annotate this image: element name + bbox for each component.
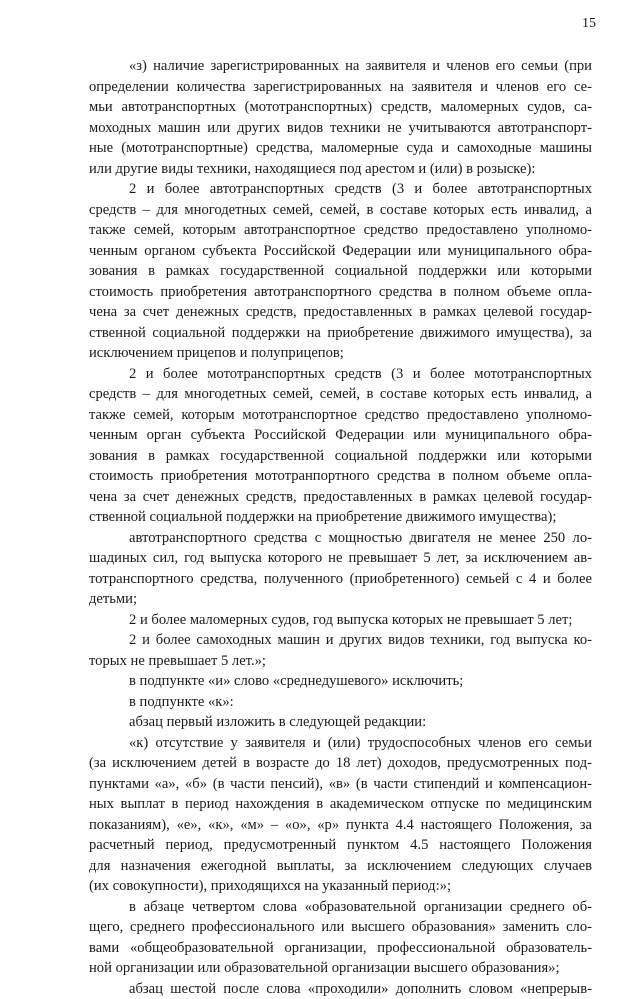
text-line: исключением прицепов и полуприцепов; (89, 343, 592, 364)
text-line: 2 и более самоходных машин и других видов техники, год выпуска ко- (89, 630, 592, 651)
text-line: ной организации или образовательной организации высшего образования»; (89, 958, 592, 979)
text-line: показаниям), «е», «к», «м» – «о», «р» пункта 4.4 настоящего Положения, за (89, 815, 592, 836)
text-line: определении количества зарегистрированных на заявителя и членов его се- (89, 77, 592, 98)
text-line: 2 и более автотранспортных средств (3 и более автотранспортных (89, 179, 592, 200)
text-line: стоимость приобретения автотранспортного средства в полном объеме опла- (89, 282, 592, 303)
text-line: для назначения ежегодной выплаты, за исключением следующих случаев (89, 856, 592, 877)
text-line: зования в рамках государственной социальной поддержки или которыми (89, 446, 592, 467)
text-line: в абзаце четвертом слова «образовательной организации среднего об- (89, 897, 592, 918)
text-line: шадиных сил, год выпуска которого не превышает 5 лет, за исключением ав- (89, 548, 592, 569)
text-line: мьи автотранспортных (мототранспортных) средств, маломерных судов, са- (89, 97, 592, 118)
text-line: моходных машин или других видов техники не учитываются автотранспорт- (89, 118, 592, 139)
body-text (89, 56, 592, 999)
text-line: чена за счет денежных средств, предоставленных в рамках целевой государ- (89, 487, 592, 508)
text-line: ченным органом субъекта Российской Федерации или муниципального обра- (89, 241, 592, 262)
text-line: средств – для многодетных семей, семей, в составе которых есть инвалид, а (89, 200, 592, 221)
text-line: зования в рамках государственной социальной поддержки или которыми (89, 261, 592, 282)
text-line: пунктами «а», «б» (в части пенсий), «в» (в части стипендий и компенсацион- (89, 774, 592, 795)
text-line: вами «общеобразовательной организации, профессиональной образователь- (89, 938, 592, 959)
text-line: щего, среднего профессионального или высшего образования» заменить сло- (89, 917, 592, 938)
text-line: средств – для многодетных семей, семей, в составе которых есть инвалид, а (89, 384, 592, 405)
text-line: «к) отсутствие у заявителя и (или) трудоспособных членов его семьи (89, 733, 592, 754)
text-line: в подпункте «к»: (89, 692, 592, 713)
text-line: детьми; (89, 589, 592, 610)
page-number: 15 (582, 16, 596, 32)
text-line: абзац первый изложить в следующей редакции: (89, 712, 592, 733)
text-line: или другие виды техники, находящиеся под арестом и (или) в розыске): (89, 159, 592, 180)
text-line: торых не превышает 5 лет.»; (89, 651, 592, 672)
text-line: ственной социальной поддержки на приобретение движимого имущества), за (89, 323, 592, 344)
text-line: ственной социальной поддержки на приобретение движимого имущества); (89, 507, 592, 528)
text-line: стоимость приобретения мототранпортного средства в полном объеме опла- (89, 466, 592, 487)
text-line: «з) наличие зарегистрированных на заявителя и членов его семьи (при (89, 56, 592, 77)
text-line: автотранспортного средства с мощностью двигателя не менее 250 ло- (89, 528, 592, 549)
text-line: в подпункте «и» слово «среднедушевого» исключить; (89, 671, 592, 692)
text-line: также семей, которым автотранспортное средство предоставлено уполномо- (89, 220, 592, 241)
text-line: (их совокупности), приходящихся на указанный период:»; (89, 876, 592, 897)
text-line: 2 и более маломерных судов, год выпуска которых не превышает 5 лет; (89, 610, 592, 631)
text-line: также семей, которым мототранспортное средство предоставлено уполномо- (89, 405, 592, 426)
text-line: абзац шестой после слова «проходили» дополнить словом «непрерыв- (89, 979, 592, 999)
text-line: 2 и более мототранспортных средств (3 и более мототранспортных (89, 364, 592, 385)
text-line: ченным орган субъекта Российской Федерации или муниципального обра- (89, 425, 592, 446)
text-line: ные (мототранспортные) средства, маломерные суда и самоходные машины (89, 138, 592, 159)
text-line: расчетный период, предусмотренный пунктом 4.5 настоящего Положения (89, 835, 592, 856)
text-line: чена за счет денежных средств, предоставленных в рамках целевой государ- (89, 302, 592, 323)
text-line: тотранспортного средства, полученного (приобретенного) семьей с 4 и более (89, 569, 592, 590)
text-line: ных выплат в период нахождения в академическом отпуске по медицинским (89, 794, 592, 815)
text-line: (за исключением детей в возрасте до 18 лет) доходов, предусмотренных под- (89, 753, 592, 774)
